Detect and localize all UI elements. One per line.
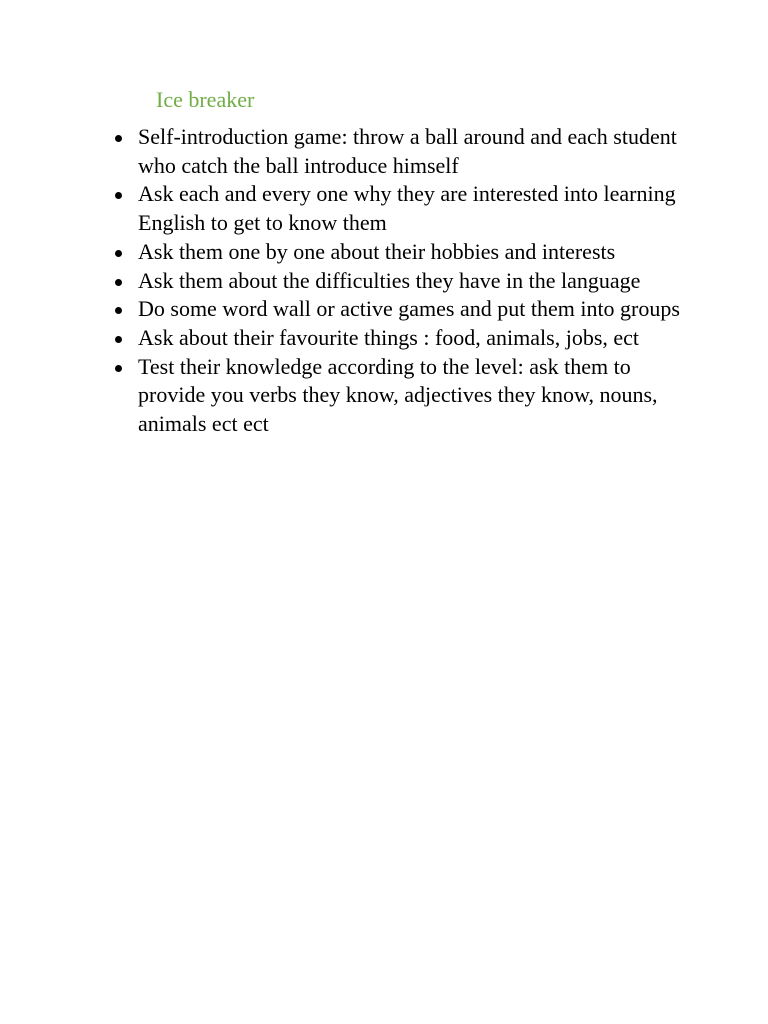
section-heading: Ice breaker — [156, 87, 255, 112]
list-item-text: Ask them about the difficulties they have in the language — [138, 267, 641, 293]
bullet-icon — [115, 365, 122, 372]
list-item — [110, 295, 688, 324]
list-item-text: Self-introduction game: throw a ball around and each student who catch the ball introduce himself — [138, 124, 677, 178]
list-item — [110, 324, 688, 353]
list-item-text: Ask about their favourite things : food, animals, jobs, ect — [138, 324, 640, 350]
list-item-text: Ask each and every one why they are interested into learning English to get to know them — [138, 181, 676, 236]
list-item — [110, 123, 688, 180]
list-item — [110, 353, 688, 439]
list-item — [110, 180, 688, 237]
list-item-text: Do some word wall or active games and put them into groups — [138, 296, 680, 322]
bullet-icon — [115, 336, 122, 343]
bullet-icon — [115, 192, 122, 199]
bullet-icon — [115, 135, 122, 142]
bullet-icon — [115, 307, 122, 314]
bullet-list — [110, 123, 688, 439]
list-item — [110, 267, 688, 296]
bullet-icon — [115, 250, 122, 257]
list-item — [110, 238, 688, 267]
bullet-icon — [115, 279, 122, 286]
list-item-text: Ask them one by one about their hobbies and interests — [138, 238, 616, 264]
list-item-text: Test their knowledge according to the level: ask them to provide you verbs they know, adjectives they know, nouns, animals ect ect — [138, 353, 658, 437]
